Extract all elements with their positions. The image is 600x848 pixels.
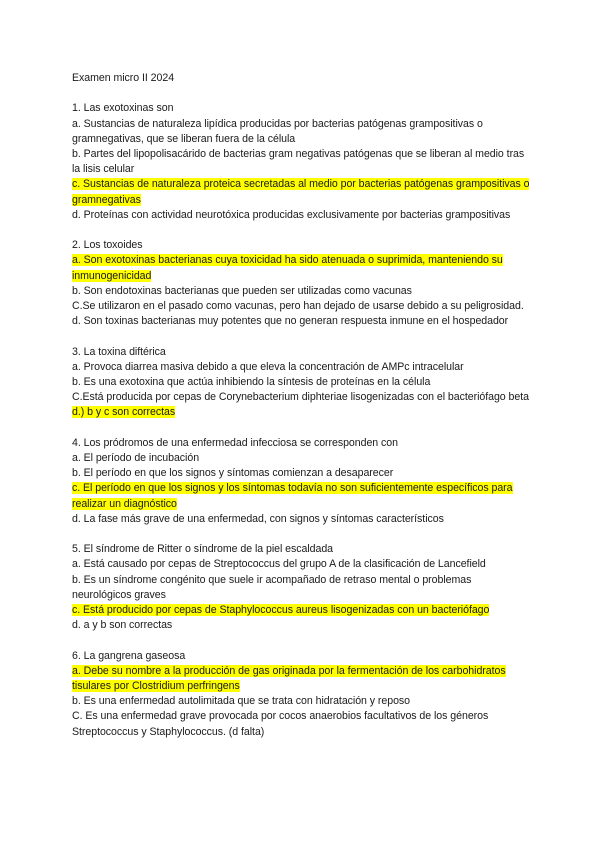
- option-text: a. Está causado por cepas de Streptococcus del grupo A de la clasificación de Lancefield: [72, 558, 486, 571]
- option-b: [72, 573, 532, 603]
- option-text: c. El período en que los signos y los síntomas todavía no son suficientemente específicos para realizar un diagnóstico: [72, 482, 513, 510]
- option-a: [72, 451, 532, 466]
- option-text: a. Sustancias de naturaleza lipídica producidas por bacterias patógenas grampositivas o gramnegativas, que se liberan fuera de la célula: [72, 117, 483, 145]
- option-b: [72, 375, 532, 390]
- question-3: [72, 345, 532, 421]
- option-text: c. Está producido por cepas de Staphylococcus aureus lisogenizadas con un bacteriófago: [72, 604, 490, 617]
- option-text: d. a y b son correctas: [72, 619, 173, 632]
- question-2: [72, 238, 532, 329]
- option-d: [72, 512, 532, 527]
- option-text: d.) b y c son correctas: [72, 406, 176, 419]
- option-text: a. El período de incubación: [72, 452, 200, 465]
- question-text: 1. Las exotoxinas son: [72, 102, 174, 115]
- option-b: [72, 147, 532, 177]
- option-d: [72, 208, 532, 223]
- question-text: 4. Los pródromos de una enfermedad infecciosa se corresponden con: [72, 436, 398, 449]
- option-d-highlighted: [72, 405, 532, 420]
- option-text: d. Proteínas con actividad neurotóxica producidas exclusivamente por bacterias grampositivas: [72, 208, 511, 221]
- question-4: [72, 436, 532, 527]
- option-text: C.Se utilizaron en el pasado como vacunas, pero han dejado de usarse debido a su peligrosidad.: [72, 300, 524, 313]
- option-c: [72, 299, 532, 314]
- option-text: d. La fase más grave de una enfermedad, con signos y síntomas característicos: [72, 512, 444, 525]
- option-d: [72, 618, 532, 633]
- option-text: b. Partes del lipopolisacárido de bacterias gram negativas patógenas que se liberan al medio tras la lisis celular: [72, 148, 525, 176]
- option-a-highlighted: [72, 664, 532, 694]
- question-text: 6. La gangrena gaseosa: [72, 649, 186, 662]
- option-text: b. Es un síndrome congénito que suele ir acompañado de retraso mental o problemas neurológicos graves: [72, 573, 472, 601]
- option-text: a. Son exotoxinas bacterianas cuya toxicidad ha sido atenuada o suprimida, manteniendo su inmunogenicidad: [72, 254, 503, 282]
- question-1: [72, 101, 532, 223]
- document-page: [72, 71, 532, 755]
- option-c-highlighted: [72, 603, 532, 618]
- option-text: C.Está producida por cepas de Corynebacterium diphteriae lisogenizadas con el bacteriófago beta: [72, 391, 529, 404]
- option-b: [72, 284, 532, 299]
- question-text: 2. Los toxoides: [72, 239, 143, 252]
- option-d: [72, 314, 532, 329]
- option-c: [72, 709, 532, 739]
- option-text: a. Debe su nombre a la producción de gas originada por la fermentación de los carbohidratos tisulares por Clostridium perfringens: [72, 664, 506, 693]
- option-c: [72, 390, 532, 405]
- option-a-highlighted: [72, 253, 532, 283]
- option-text: c. Sustancias de naturaleza proteica secretadas al medio por bacterias patógenas grampositivas o gramnegativas: [72, 178, 530, 206]
- option-a: [72, 117, 532, 147]
- option-text: b. Es una enfermedad autolimitada que se trata con hidratación y reposo: [72, 695, 411, 708]
- question-text: 5. El síndrome de Ritter o síndrome de la piel escaldada: [72, 543, 334, 556]
- option-text: b. Es una exotoxina que actúa inhibiendo la síntesis de proteínas en la célula: [72, 376, 431, 389]
- option-c-highlighted: [72, 481, 532, 511]
- option-text: d. Son toxinas bacterianas muy potentes que no generan respuesta inmune en el hospedador: [72, 315, 509, 328]
- option-a: [72, 557, 532, 572]
- option-text: C. Es una enfermedad grave provocada por cocos anaerobios facultativos de los géneros Streptococcus y Staphylococcus. (d falta): [72, 710, 489, 738]
- document-title: Examen micro II 2024: [72, 72, 175, 84]
- question-6: [72, 649, 532, 740]
- option-text: b. El período en que los signos y síntomas comienzan a desaparecer: [72, 467, 394, 480]
- option-text: a. Provoca diarrea masiva debido a que eleva la concentración de AMPc intracelular: [72, 360, 464, 373]
- option-text: b. Son endotoxinas bacterianas que pueden ser utilizadas como vacunas: [72, 284, 412, 297]
- option-b: [72, 694, 532, 709]
- question-text: 3. La toxina diftérica: [72, 345, 166, 358]
- option-a: [72, 360, 532, 375]
- question-5: [72, 542, 532, 633]
- option-b: [72, 466, 532, 481]
- option-c-highlighted: [72, 177, 532, 207]
